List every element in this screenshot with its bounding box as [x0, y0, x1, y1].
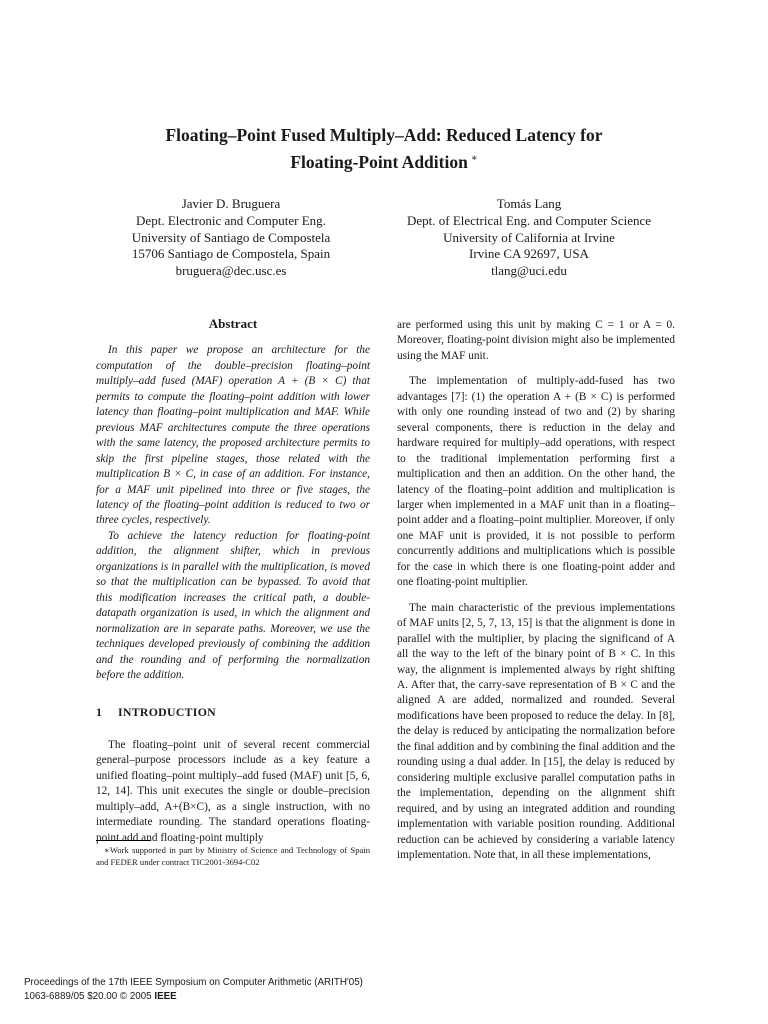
title-line-1: Floating–Point Fused Multiply–Add: Reduced Latency for — [165, 125, 603, 145]
section-title: INTRODUCTION — [118, 705, 216, 720]
author-dept: Dept. of Electrical Eng. and Computer Science — [406, 212, 652, 228]
author-dept: Dept. Electronic and Computer Eng. — [136, 212, 326, 228]
author-email: bruguera@dec.usc.es — [175, 263, 287, 279]
body-paragraph: The floating–point unit of several recent commercial general–purpose processors include as a key feature a unified floating–point multiply–add fused (MAF) unit [5, 6, 12, 14]. This unit executes the single or double–precision multiply–add, A+(B×C), as a single instruction, with no intermediate rounding. The standard operations floating-point add and floating-point multiply — [96, 738, 370, 844]
footnote — [96, 840, 370, 868]
introduction-text — [96, 738, 370, 846]
author-block-1 — [100, 196, 362, 280]
abstract-heading: Abstract — [208, 316, 258, 331]
abstract-paragraph: To achieve the latency reduction for floating-point addition, the alignment shifter, which in previous organizations is in parallel with the multiplication, is moved so that the multiplication can be bypassed. To avoid that this modification increases the critical path, a double-datapath organization is used, in which the alignment and normalization are in separate paths. Moreover, we use the techniques developed previously of combining the addition and the rounding and of performing the normalization before the addition. — [96, 529, 370, 681]
author-address: Irvine CA 92697, USA — [469, 246, 589, 262]
right-column — [397, 318, 675, 873]
footnote-rule — [96, 840, 150, 841]
author-university: University of California at Irvine — [443, 229, 615, 245]
ieee-logo: IEEE — [154, 991, 177, 1002]
author-name: Tomás Lang — [496, 196, 562, 211]
proceedings-footer — [24, 976, 363, 1004]
author-address: 15706 Santiago de Compostela, Spain — [131, 246, 331, 262]
section-heading — [96, 705, 370, 720]
proceedings-line: Proceedings of the 17th IEEE Symposium on Computer Arithmetic (ARITH'05) — [24, 977, 363, 988]
footnote-text: ∗Work supported in part by Ministry of Science and Technology of Spain and FEDER under contract TIC2001-3694-C02 — [96, 845, 370, 867]
body-paragraph: are performed using this unit by making C = 1 or A = 0. Moreover, floating-point division might also be implemented using the MAF unit. — [397, 319, 675, 362]
title-line-2: Floating-Point Addition — [290, 152, 468, 172]
author-block-2 — [364, 196, 694, 280]
left-column — [96, 316, 370, 856]
paper-title — [0, 124, 768, 174]
body-paragraph: The implementation of multiply-add-fused has two advantages [7]: (1) the operation A + (B × C) is performed with only one rounding instead of two and (2) by sharing several components, there is reduction in the delay and hardware required for multiply–add operations, with respect to the traditional implementation performing first a multiplication and then an addition. On the other hand, the latency of the floating–point addition and multiplication is larger when implemented in a MAF unit than in a floating–point adder and a floating–point multiplier. Moreover, if only one MAF unit is provided, it is not possible to perform concurrently additions and multiplications which is possible for the case in which there is one floating-point adder and one floating-point multiplier. — [397, 375, 675, 589]
abstract — [96, 316, 370, 683]
author-email: tlang@uci.edu — [491, 263, 567, 279]
section-number: 1 — [96, 705, 103, 720]
title-footnote-marker: ∗ — [470, 153, 478, 164]
abstract-paragraph: In this paper we propose an architecture for the computation of the double–precision floating–point multiply–add fused (MAF) operation A + (B × C) that permits to compute the floating–point addition with lower latency than floating–point multiplication and MAF. While previous MAF architectures compute the three operations with the same latency, the proposed architecture permits to skip the first pipeline stages, those related with the multiplication B × C, in case of an addition. For instance, for a MAF unit pipelined into three or five stages, the latency of the floating–point addition is reduced to two or three cycles, respectively. — [96, 344, 370, 527]
author-name: Javier D. Bruguera — [181, 196, 281, 211]
author-university: University of Santiago de Compostela — [131, 229, 331, 245]
body-paragraph: The main characteristic of the previous implementations of MAF units [2, 5, 7, 13, 15] is that the alignment is done in parallel with the multiplier, by placing the significand of A all the way to the left of the binary point of B × C. In this way, the alignment is implemented always by right shifting A. After that, the carry-save representation of B × C and the aligned A are added, normalized and rounded. Several modifications have been proposed to reduce the delay. In [8], the delay is reduced by anticipating the normalization before the final addition and by combining the final addition and the rounding using a dual adder. In [15], the delay is reduced by considering multiple exclusive parallel computation paths in the implementation, depending on the alignment shift required, and by using an integrated addition and rounding implementation with variable position rounding. Additional reduction can be achieved by considering a variable latency implementation. Note that, in all these implementations, — [397, 601, 675, 861]
copyright-line: 1063-6889/05 $20.00 © 2005 — [24, 991, 152, 1002]
